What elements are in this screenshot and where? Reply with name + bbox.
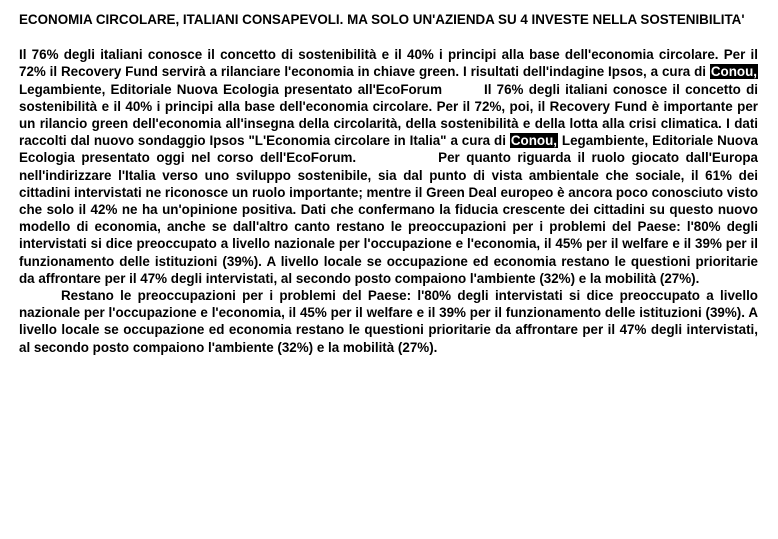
body-text-4: Legambiente, Editoriale Nuova Ecologia presentato oggi nel corso dell'EcoForum.: [19, 133, 758, 166]
body-text-5: Per quanto riguarda il ruolo giocato dall'Europa nell'indirizzare l'Italia verso uno sviluppo sostenibile, sia dal punto di vista ambientale che sociale, il 61% dei cittadini intervistati ne riconosce un ruolo importante; mentre il Green Deal europeo è ancora poco conosciuto visto che solo il 42% ne ha un'opinione positiva. Dati che confermano la fiducia crescente dei cittadini su questo nuovo modello di economia, anche se dall'altro canto restano le preoccupazioni per i problemi del Paese: l'80% degli intervistati si dice preoccupato a livello nazionale per l'occupazione e l'economia, il 45% per il welfare e il 39% per il funzionamento delle istituzioni (39%). A livello locale se occupazione ed economia restano le questioni prioritarie da affrontare per il 47% degli intervistati, al secondo posto compaiono l'ambiente (32%) e la mobilità (27%).: [19, 150, 759, 286]
body-text-2: Legambiente, Editoriale Nuova Ecologia presentato all'EcoForum: [19, 81, 442, 97]
highlighted-term: Conou,: [710, 64, 757, 80]
body-text-1: Il 76% degli italiani conosce il concetto di sostenibilità e il 40% i principi alla base dell'economia circolare. Per il 72% il Recovery Fund servirà a rilanciare l'economia in chiave green. I risultati dell'indagine Ipsos, a cura di: [19, 47, 758, 80]
body-text-3: Il 76% degli italiani conosce il concetto di sostenibilità e il 40% i principi alla base dell'economia circolare. Per il 72%, poi, il Recovery Fund è importante per un rilancio green dell'economia all'insegna della circolarità, della sostenibilità e della lotta alla crisi climatica. I dati raccolti dal nuovo sondaggio Ipsos "L'Economia circolare in Italia" a cura di: [19, 81, 758, 149]
article-body: [19, 46, 758, 356]
article-title: ECONOMIA CIRCOLARE, ITALIANI CONSAPEVOLI. MA SOLO UN'AZIENDA SU 4 INVESTE NELLA SOSTENIBILITA': [19, 12, 745, 27]
highlighted-term: Conou,: [510, 133, 557, 149]
body-text-6: Restano le preoccupazioni per i problemi del Paese: l'80% degli intervistati si dice preoccupato a livello nazionale per l'occupazione e l'economia, il 45% per il welfare e il 39% per il funzionamento delle istituzioni (39%). A livello locale se occupazione ed economia restano le questioni prioritarie da affrontare per il 47% degli intervistati, al secondo posto compaiono l'ambiente (32%) e la mobilità (27%).: [19, 288, 758, 355]
